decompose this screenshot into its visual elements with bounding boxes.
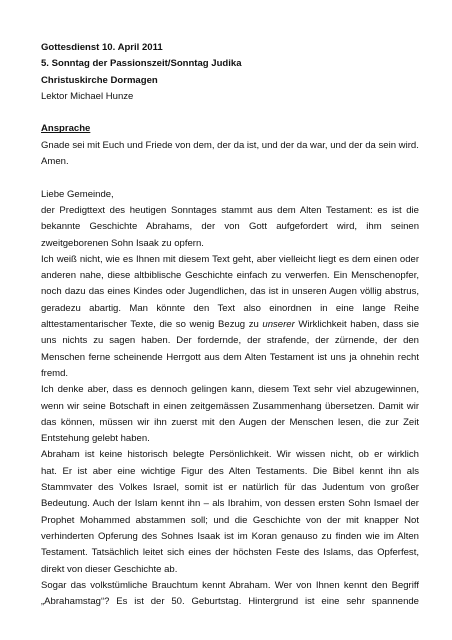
text-line: Stammvater des Volkes Israel, somit ist er natürlich für das Judentum von großer [41,482,419,494]
text-line: „Abrahamstag“? Es ist der 50. Geburtstag. Hintergrund ist eine sehr spannende [41,596,419,608]
text-line: Prophet Mohammed abstammen soll; und die Geschichte von der mit knapper Not [41,514,419,526]
text-line: das können, müssen wir ihn zuerst mit den Augen der Menschen lesen, die zur Zeit [41,416,419,428]
section-heading: Ansprache [41,123,91,135]
text-line: wenn wir seine Botschaft in einen zeitgemässen Zusammenhang übersetzen. Damit wir [41,400,419,412]
salutation: Liebe Gemeinde, [41,188,114,200]
sunday-name: 5. Sonntag der Passionszeit/Sonntag Judika [41,58,242,70]
text-line: der Predigttext des heutigen Sonntages stammt aus dem Alten Testament: es ist die [41,204,419,216]
spacer [41,105,419,121]
text-line: zweitgeborenen Sohn Isaak zu opfern. [41,237,204,249]
text-line: uns nichts zu sagen haben. Der fordernde, der strafende, der zürnende, der den [41,335,419,347]
text-line: anderen nahe, diese altbiblische Geschichte einfach zu verwerfen. Ein Menschenopfer, [41,270,419,282]
greeting-line: Gnade sei mit Euch und Friede von dem, der da ist, und der da war, und der da sein wird. [41,139,419,151]
text-line: verhinderten Opferung des Sohnes Isaak ist im Koran genauso zu finden wie im Alten [41,530,419,542]
text-line: hat. Er ist aber eine wichtige Figur des Alten Testaments. Die Bibel kennt ihn als [41,465,419,477]
text-line: bekannte Geschichte Abrahams, der von Gott aufgefordert wird, ihm seinen [41,221,419,233]
text-line: Ich denke aber, dass es dennoch gelingen kann, diesem Text sehr viel abzugewinnen, [41,384,419,396]
lector-name: Lektor Michael Hunze [41,90,134,102]
text-line: fremd. [41,367,69,379]
text-line: Sogar das volkstümliche Brauchtum kennt Abraham. Wer von Ihnen kennt den Begriff [41,579,419,591]
text-line: Testament. Tatsächlich leitet sich eines der höchsten Feste des Islams, das Opferfest, [41,547,419,559]
text-line-with-emphasis [41,317,419,333]
text-fragment: alttestamentarischer Texte, die so wenig Bezug zu [41,319,263,331]
church-name: Christuskirche Dormagen [41,74,158,86]
text-line: Bedeutung. Auch der Islam kennt ihn – als Ibrahim, von dessen ersten Sohn Ismael der [41,498,419,510]
service-title: Gottesdienst 10. April 2011 [41,42,163,53]
text-line: Menschen ferne scheinende Herrgott aus dem Alten Testament ist uns ja ohnehin recht [41,351,419,363]
text-line: Abraham ist keine historisch belegte Persönlichkeit. Wir wissen nicht, ob er wirklich [41,449,419,461]
text-line: Entstehung gelebt haben. [41,433,150,445]
text-line: direkt von dieser Geschichte ab. [41,563,178,575]
emphasis-word: unserer [262,319,295,331]
greeting-amen: Amen. [41,156,69,168]
text-line: geradezu abartig. Man könnte den Text also einordnen in eine lange Reihe [41,302,419,314]
text-line: Ich weiß nicht, wie es Ihnen mit diesem Text geht, aber vielleicht liegt es dem einen oder [41,253,419,265]
document-body [41,40,419,610]
text-line: noch dazu das eines Kindes oder Jugendlichen, das ist in unseren Augen völlig abstrus, [41,286,419,298]
text-fragment: Wirklichkeit haben, dass sie [294,319,419,331]
spacer [41,170,419,186]
